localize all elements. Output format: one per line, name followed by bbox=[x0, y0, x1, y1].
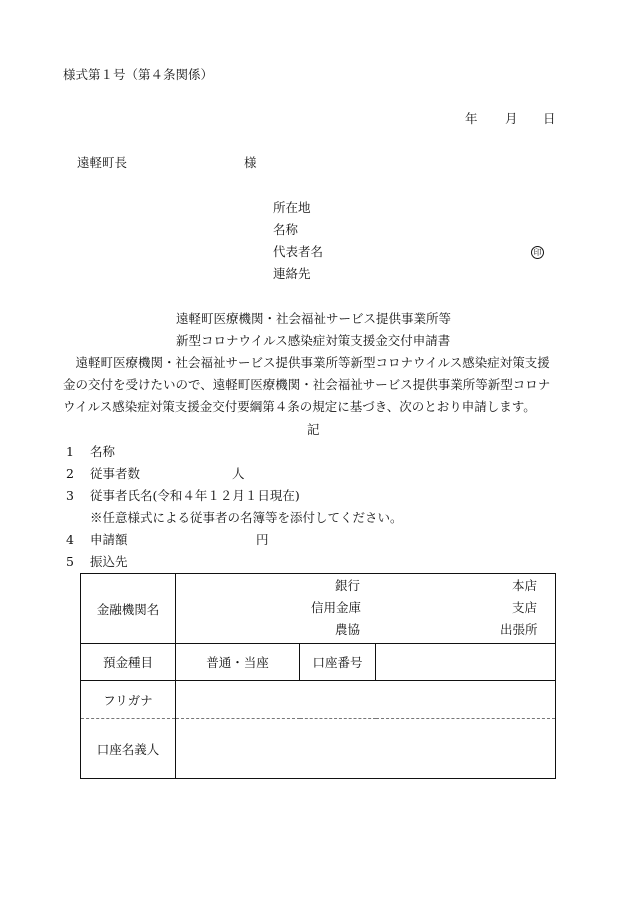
item-5-label: 振込先 bbox=[90, 554, 128, 569]
branch-shiten: 支店 bbox=[512, 600, 538, 615]
body-paragraph bbox=[63, 352, 563, 418]
deposit-type-label: 預金種目 bbox=[81, 644, 176, 681]
type-nokyo: 農協 bbox=[335, 622, 361, 637]
item-3-num: 3 bbox=[66, 488, 74, 503]
item-2-unit: 人 bbox=[232, 466, 245, 481]
item-5-num: 5 bbox=[66, 554, 74, 569]
item-3-label: 従事者氏名(令和４年１２月１日現在) bbox=[90, 488, 300, 503]
account-number-field[interactable] bbox=[376, 644, 556, 681]
holder-field[interactable] bbox=[176, 719, 556, 779]
item-3-note: ※任意様式による従事者の名簿等を添付してください。 bbox=[90, 510, 403, 525]
body-line-1: 遠軽町医療機関・社会福祉サービス提供事業所等新型コロナウイルス感染症対策支援 bbox=[63, 355, 550, 370]
addressee-name: 遠軽町長 bbox=[77, 155, 128, 170]
branch-shutchojo: 出張所 bbox=[500, 622, 538, 637]
bank-transfer-table bbox=[80, 573, 556, 779]
institution-field[interactable] bbox=[176, 574, 556, 644]
item-1-num: 1 bbox=[66, 444, 74, 459]
branch-honten: 本店 bbox=[512, 578, 538, 593]
furigana-label: フリガナ bbox=[81, 681, 176, 719]
institution-row bbox=[81, 574, 556, 644]
addressee-honorific: 様 bbox=[244, 155, 257, 170]
deposit-row bbox=[81, 644, 556, 681]
holder-row bbox=[81, 719, 556, 779]
holder-label: 口座名義人 bbox=[81, 719, 176, 779]
date-day: 日 bbox=[543, 111, 556, 126]
item-2-label: 従事者数 bbox=[90, 466, 141, 481]
item-4-label: 申請額 bbox=[90, 532, 128, 547]
item-4-num: 4 bbox=[66, 532, 74, 547]
type-bank: 銀行 bbox=[335, 578, 361, 593]
name-label: 名称 bbox=[273, 222, 299, 237]
item-1-label: 名称 bbox=[90, 444, 116, 459]
account-number-label: 口座番号 bbox=[300, 644, 376, 681]
body-line-2: 金の交付を受けたいので、遠軽町医療機関・社会福祉サービス提供事業所等新型コロナ bbox=[63, 377, 551, 392]
date-year: 年 bbox=[465, 111, 478, 126]
address-label: 所在地 bbox=[273, 200, 311, 215]
title-line-1: 遠軽町医療機関・社会福祉サービス提供事業所等 bbox=[176, 311, 452, 326]
item-4-unit: 円 bbox=[256, 532, 269, 547]
body-line-3: ウイルス感染症対策支援金交付要綱第４条の規定に基づき、次のとおり申請します。 bbox=[63, 399, 536, 414]
form-number: 様式第１号（第４条関係） bbox=[63, 67, 214, 82]
furigana-row bbox=[81, 681, 556, 719]
date-month: 月 bbox=[505, 111, 518, 126]
institution-label: 金融機関名 bbox=[81, 574, 176, 644]
title-line-2: 新型コロナウイルス感染症対策支援金交付申請書 bbox=[176, 333, 451, 348]
ki-heading: 記 bbox=[307, 422, 320, 437]
type-shinkin: 信用金庫 bbox=[311, 600, 362, 615]
contact-label: 連絡先 bbox=[273, 266, 311, 281]
seal-icon: 印 bbox=[531, 246, 544, 259]
item-2-num: 2 bbox=[66, 466, 74, 481]
representative-label: 代表者名 bbox=[273, 244, 324, 259]
deposit-type-value[interactable]: 普通・当座 bbox=[176, 644, 300, 681]
seal-mark bbox=[531, 244, 544, 260]
furigana-field[interactable] bbox=[176, 681, 556, 719]
